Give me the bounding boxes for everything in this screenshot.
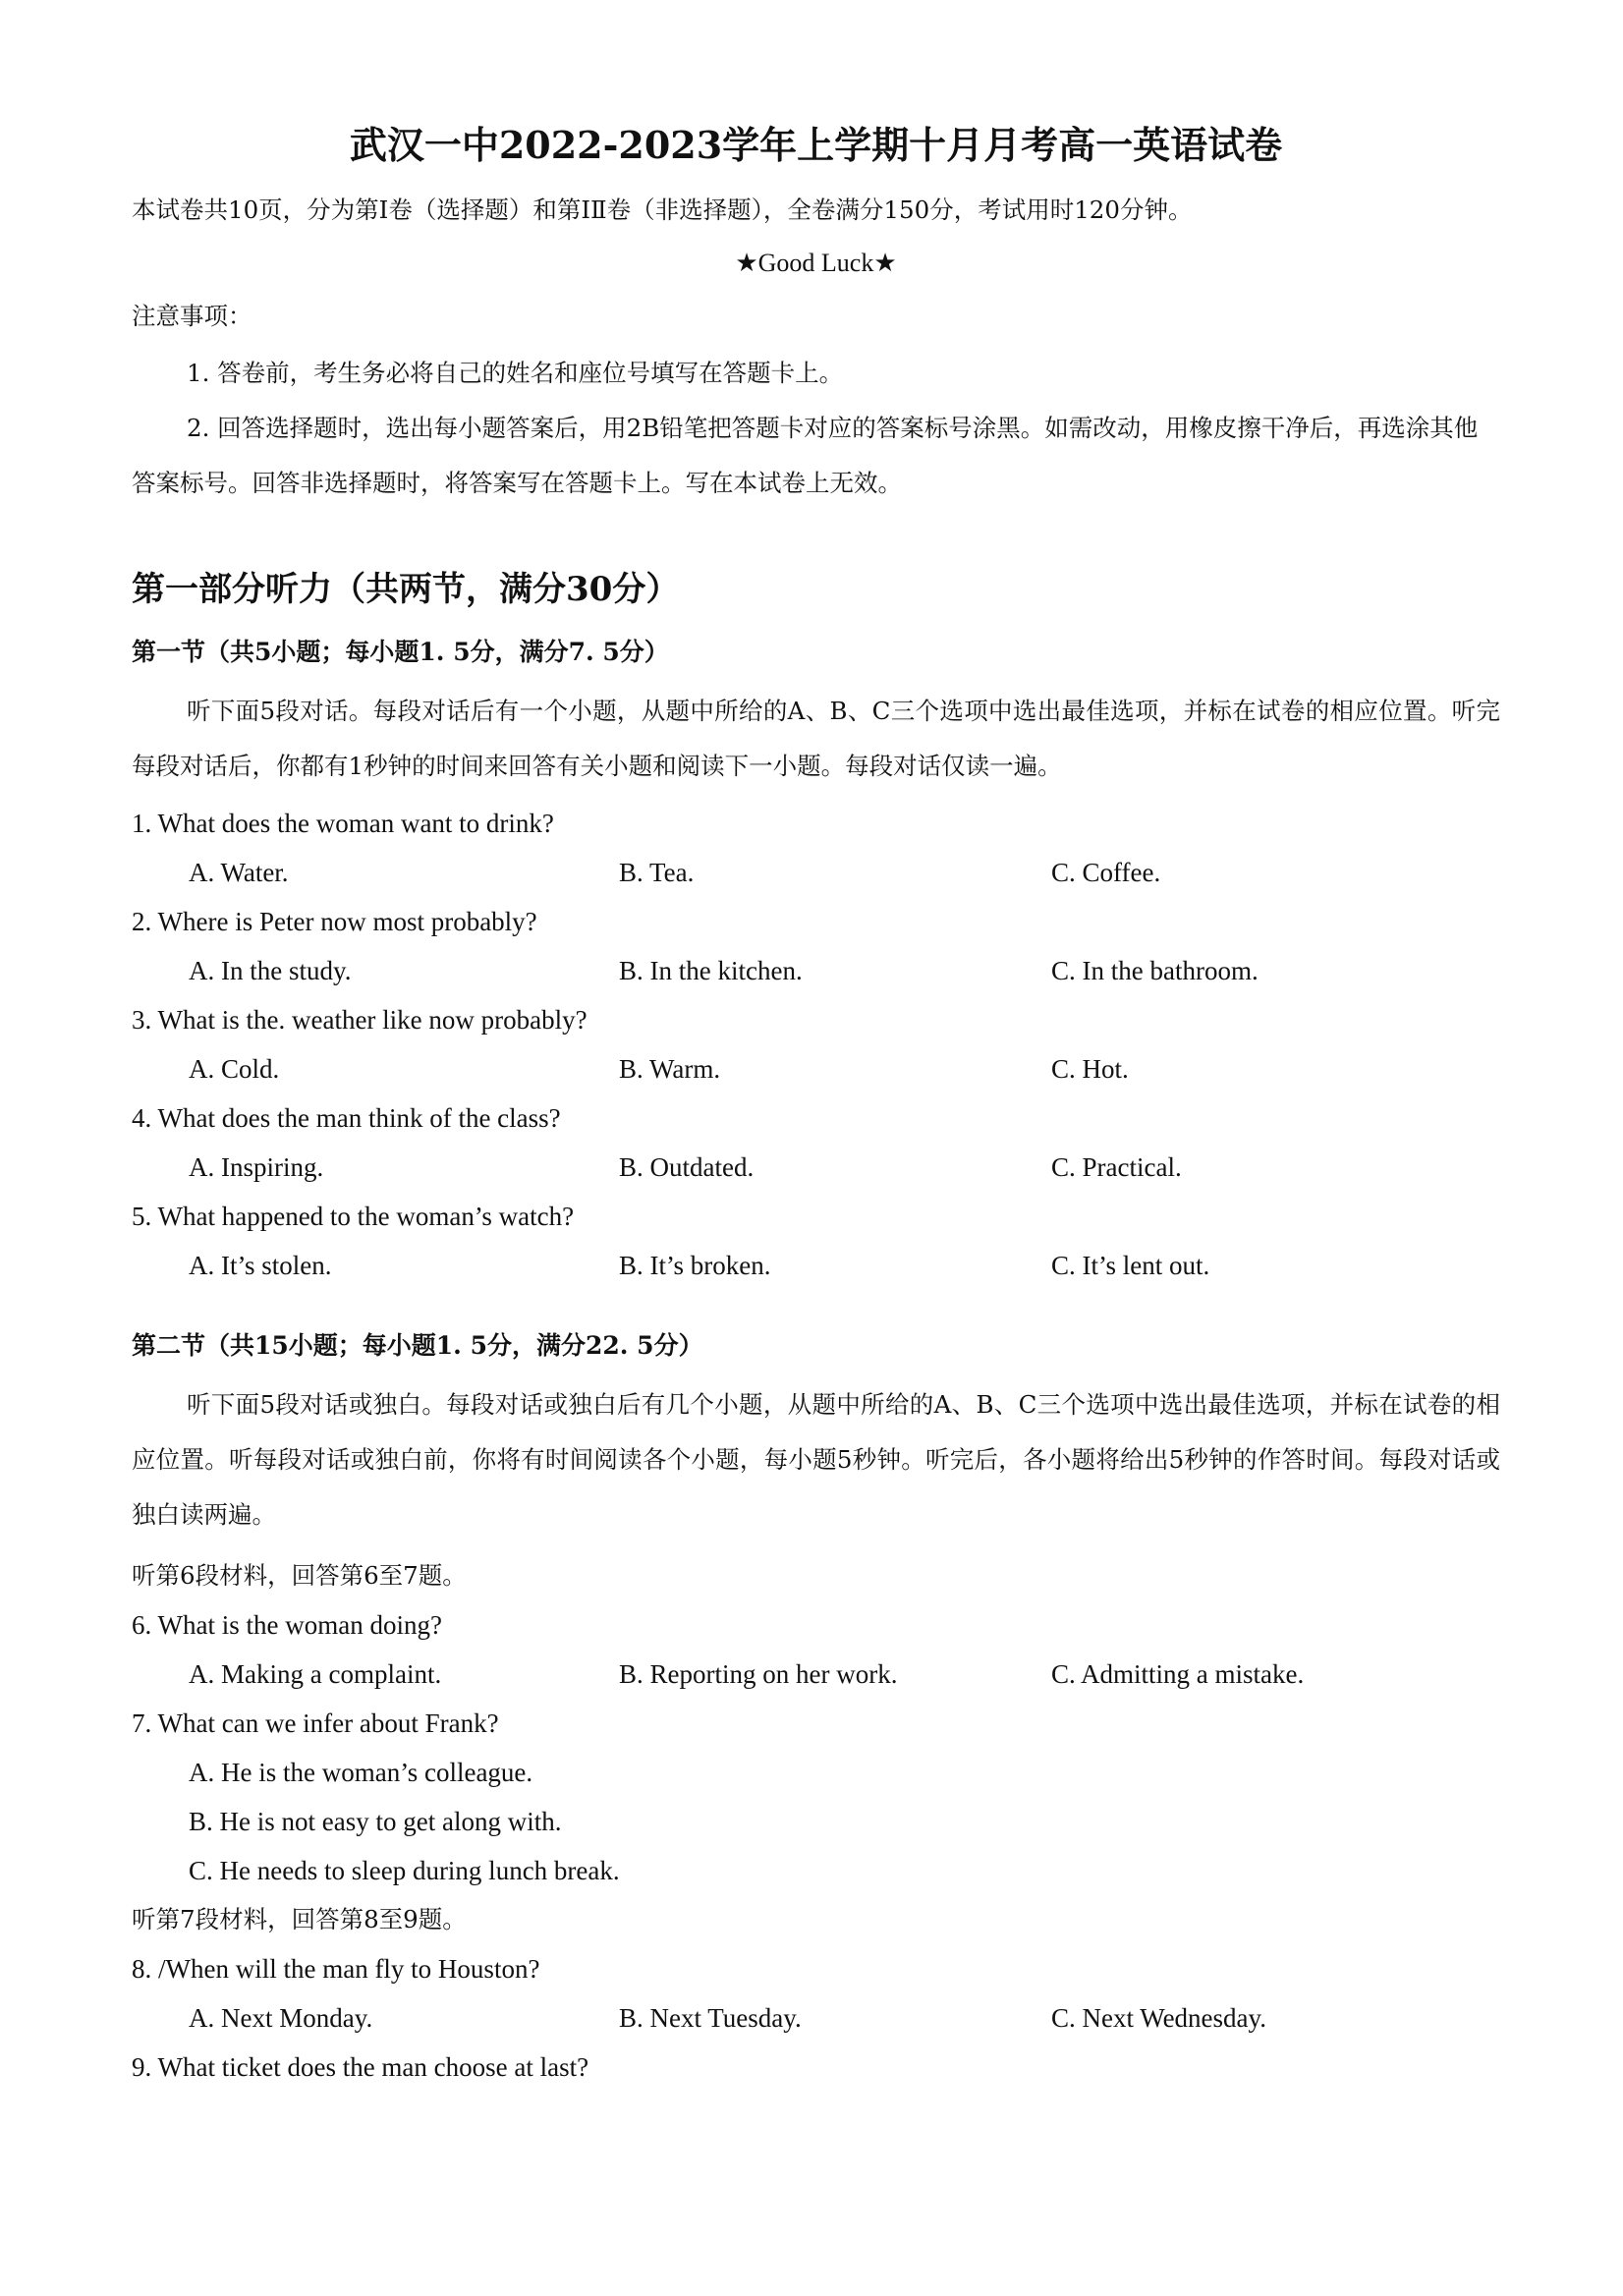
option-a: A. Inspiring. — [189, 1152, 324, 1182]
option-a: A. Cold. — [189, 1054, 280, 1084]
section1-heading: 第一节（共5小题；每小题1. 5分，满分7. 5分） — [132, 638, 669, 666]
option-c: C. It’s lent out. — [1051, 1251, 1210, 1280]
option-a: A. In the study. — [189, 956, 352, 985]
option-c: C. Next Wednesday. — [1051, 2003, 1267, 2033]
exam-title: 武汉一中2022-2023学年上学期十月月考高一英语试卷 — [349, 123, 1283, 167]
question-text: 3. What is the. weather like now probably? — [132, 1005, 588, 1035]
question-text: 8. /When will the man fly to Houston? — [132, 1954, 540, 1984]
good-luck-banner: ★Good Luck★ — [735, 249, 897, 277]
option-row — [189, 1246, 1500, 1285]
section2-instructions: 听下面5段对话或独白。每段对话或独白后有几个小题，从题中所给的A、B、C三个选项中选出最佳选项，并标在试卷的相应位置。听每段对话或独白前，你将有时间阅读各个小题，每小题5秒钟。听完后，各小题将给出5秒钟的作答时间。每段对话或独白读两遍。 — [132, 1390, 1500, 1529]
question-8 — [132, 1949, 1500, 2038]
question-4 — [132, 1098, 1500, 1187]
section1-instructions: 听下面5段对话。每段对话后有一个小题，从题中所给的A、B、C三个选项中选出最佳选项，并标在试卷的相应位置。听完每段对话后，你都有1秒钟的时间来回答有关小题和阅读下一小题。每段对话仅读一遍。 — [132, 697, 1500, 780]
exam-intro: 本试卷共10页，分为第Ⅰ卷（选择题）和第ⅠⅡ卷（非选择题），全卷满分150分，考试用时120分钟。 — [132, 196, 1193, 224]
option-b: B. He is not easy to get along with. — [189, 1807, 562, 1836]
option-b: B. Outdated. — [619, 1152, 755, 1182]
option-b: B. In the kitchen. — [619, 956, 803, 985]
option-a: A. Water. — [189, 858, 289, 887]
question-9 — [132, 2047, 1500, 2087]
question-2 — [132, 902, 1500, 990]
option-c: C. Coffee. — [1051, 858, 1161, 887]
question-6 — [132, 1605, 1500, 1694]
question-text: 4. What does the man think of the class? — [132, 1103, 561, 1133]
material-6-heading: 听第6段材料，回答第6至7题。 — [132, 1561, 467, 1590]
option-c: C. Admitting a mistake. — [1051, 1659, 1305, 1689]
option-row — [189, 1049, 1500, 1089]
option-a: A. Making a complaint. — [189, 1659, 442, 1689]
question-text: 7. What can we infer about Frank? — [132, 1708, 499, 1738]
option-b: B. Next Tuesday. — [619, 2003, 802, 2033]
question-7 — [132, 1704, 1500, 1890]
question-3 — [132, 1000, 1500, 1089]
question-text: 6. What is the woman doing? — [132, 1610, 442, 1640]
question-text: 2. Where is Peter now most probably? — [132, 907, 537, 936]
material-7-heading: 听第7段材料，回答第8至9题。 — [132, 1905, 467, 1933]
option-row — [189, 1998, 1500, 2038]
notice-item-2: 2. 回答选择题时，选出每小题答案后，用2B铅笔把答题卡对应的答案标号涂黑。如需改动，用橡皮擦干净后，再选涂其他答案标号。回答非选择题时，将答案写在答题卡上。写在本试卷上无效。 — [132, 414, 1479, 497]
notice-item-1: 1. 答卷前，考生务必将自己的姓名和座位号填写在答题卡上。 — [187, 359, 844, 387]
option-row — [189, 853, 1500, 892]
option-a: A. Next Monday. — [189, 2003, 373, 2033]
option-c: C. Hot. — [1051, 1054, 1129, 1084]
option-b: B. Reporting on her work. — [619, 1659, 898, 1689]
option-a: A. He is the woman’s colleague. — [189, 1758, 533, 1787]
section2-heading: 第二节（共15小题；每小题1. 5分，满分22. 5分） — [132, 1331, 703, 1360]
part1-heading: 第一部分听力（共两节，满分30分） — [132, 570, 680, 609]
question-1 — [132, 804, 1500, 892]
option-b: B. Tea. — [619, 858, 695, 887]
option-b: B. It’s broken. — [619, 1251, 771, 1280]
option-c: C. In the bathroom. — [1051, 956, 1259, 985]
question-text: 1. What does the woman want to drink? — [132, 809, 554, 838]
option-row — [189, 951, 1500, 990]
option-b: B. Warm. — [619, 1054, 721, 1084]
option-row — [189, 1148, 1500, 1187]
question-5 — [132, 1197, 1500, 1285]
notice-heading: 注意事项： — [132, 302, 252, 330]
option-c: C. Practical. — [1051, 1152, 1182, 1182]
option-row — [189, 1654, 1500, 1694]
question-text: 9. What ticket does the man choose at last? — [132, 2052, 589, 2082]
question-text: 5. What happened to the woman’s watch? — [132, 1202, 575, 1231]
option-a: A. It’s stolen. — [189, 1251, 332, 1280]
option-c: C. He needs to sleep during lunch break. — [189, 1856, 620, 1885]
